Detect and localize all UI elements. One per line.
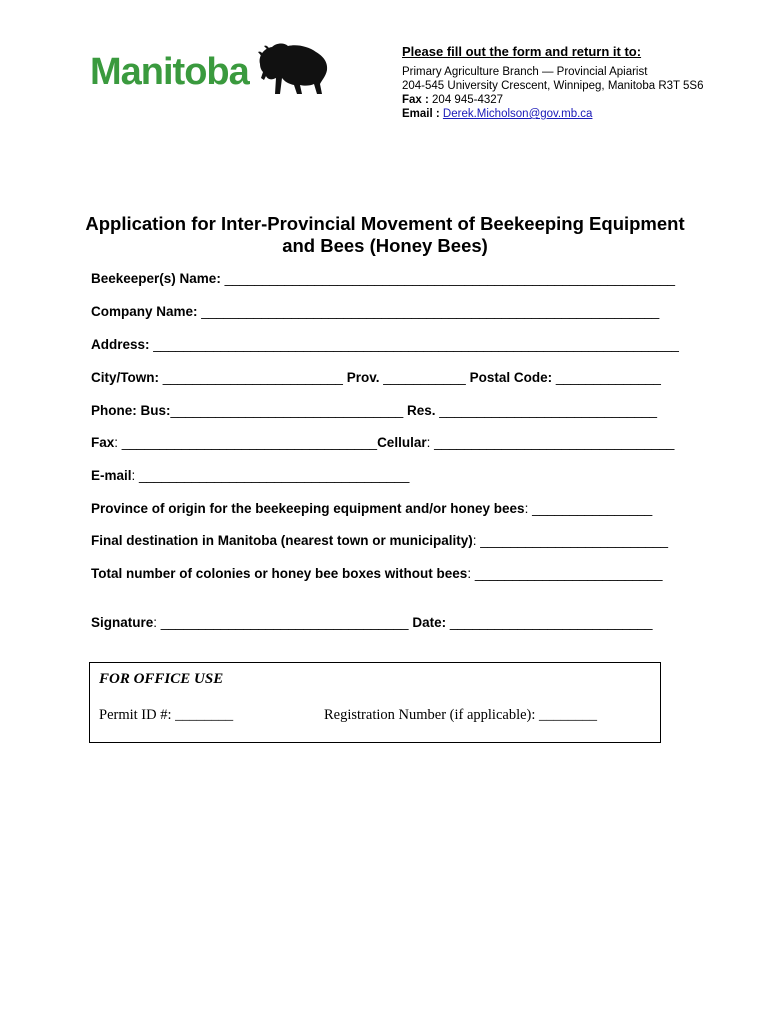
email-colon: : [131,468,136,483]
date-field[interactable]: ___________________________ [446,615,653,630]
fax-label: Fax : [402,94,429,106]
origin-field[interactable]: ________________ [528,501,653,516]
origin-label: Province of origin for the beekeeping equipment and/or honey bees [91,501,525,516]
colonies-field[interactable]: _________________________ [471,566,663,581]
company-name-label: Company Name: [91,304,198,319]
beekeeper-name-row [91,271,675,287]
email-field-label: E-mail [91,468,132,483]
city-field[interactable]: ________________________ [159,370,347,385]
signature-field[interactable]: _________________________________ [157,615,409,630]
address-row [91,337,679,353]
permit-id-field: Permit ID #: ________ [99,707,234,723]
colonies-label: Total number of colonies or honey bee boxes without bees [91,566,468,581]
destination-label: Final destination in Manitoba (nearest town or municipality) [91,533,473,548]
fax-cellular-row [91,435,674,451]
signature-row [91,615,653,631]
beekeeper-name-label: Beekeeper(s) Name: [91,271,221,286]
email-label: Email : [402,108,440,120]
phone-res-field[interactable]: _____________________________ [435,403,658,418]
registration-number-field: Registration Number (if applicable): ________ [324,707,598,723]
phone-bus-label: Phone: Bus: [91,403,171,418]
address-field[interactable]: ______________________________________________________________________ [149,337,679,352]
fax-colon: : [114,435,119,450]
colonies-row [91,566,663,582]
destination-colon: : [472,533,477,548]
return-address-block [402,45,704,121]
email-link[interactable]: Derek.Micholson@gov.mb.ca [442,108,593,120]
date-label: Date: [408,615,447,630]
office-use-heading: FOR OFFICE USE [99,671,224,687]
city-prov-postal-row [91,370,661,386]
form-title-line-1: Application for Inter-Provincial Movement of Beekeeping Equipment [85,213,685,234]
form-title-line-2: and Bees (Honey Bees) [282,235,488,256]
street-address: 204-545 University Crescent, Winnipeg, Manitoba R3T 5S6 [402,80,704,92]
signature-colon: : [153,615,158,630]
phone-row [91,403,657,419]
origin-row [91,501,652,517]
origin-colon: : [524,501,529,516]
branch-name: Primary Agriculture Branch — Provincial Apiarist [402,66,648,78]
cellular-field[interactable]: ________________________________ [430,435,675,450]
logo-wordmark: Manitoba [90,51,249,93]
form-title [60,213,710,257]
manitoba-logo [90,42,330,98]
beekeeper-name-field[interactable]: ____________________________________________________________ [220,271,676,286]
address-label: Address: [91,337,150,352]
phone-res-label: Res. [403,403,436,418]
signature-label: Signature [91,615,154,630]
postal-code-field[interactable]: ______________ [552,370,661,385]
company-name-field[interactable]: _____________________________________________________________ [197,304,660,319]
return-instructions: Please fill out the form and return it to: [402,44,642,59]
office-use-box [89,662,661,743]
fax-number: 204 945-4327 [428,94,504,106]
fax-field-label: Fax [91,435,115,450]
bison-icon [256,42,330,96]
company-name-row [91,304,659,320]
email-row [91,468,409,484]
email-field[interactable]: ____________________________________ [135,468,410,483]
city-label: City/Town: [91,370,159,385]
fax-line [402,93,704,107]
destination-row [91,533,668,549]
cellular-colon: : [426,435,431,450]
colonies-colon: : [467,566,472,581]
email-line [402,107,704,121]
cellular-label: Cellular [377,435,427,450]
prov-label: Prov. [346,370,380,385]
postal-code-label: Postal Code: [469,370,553,385]
phone-bus-field[interactable]: _______________________________ [170,403,404,418]
fax-field[interactable]: __________________________________ [118,435,378,450]
destination-field[interactable]: _________________________ [476,533,668,548]
prov-field[interactable]: ___________ [379,370,470,385]
